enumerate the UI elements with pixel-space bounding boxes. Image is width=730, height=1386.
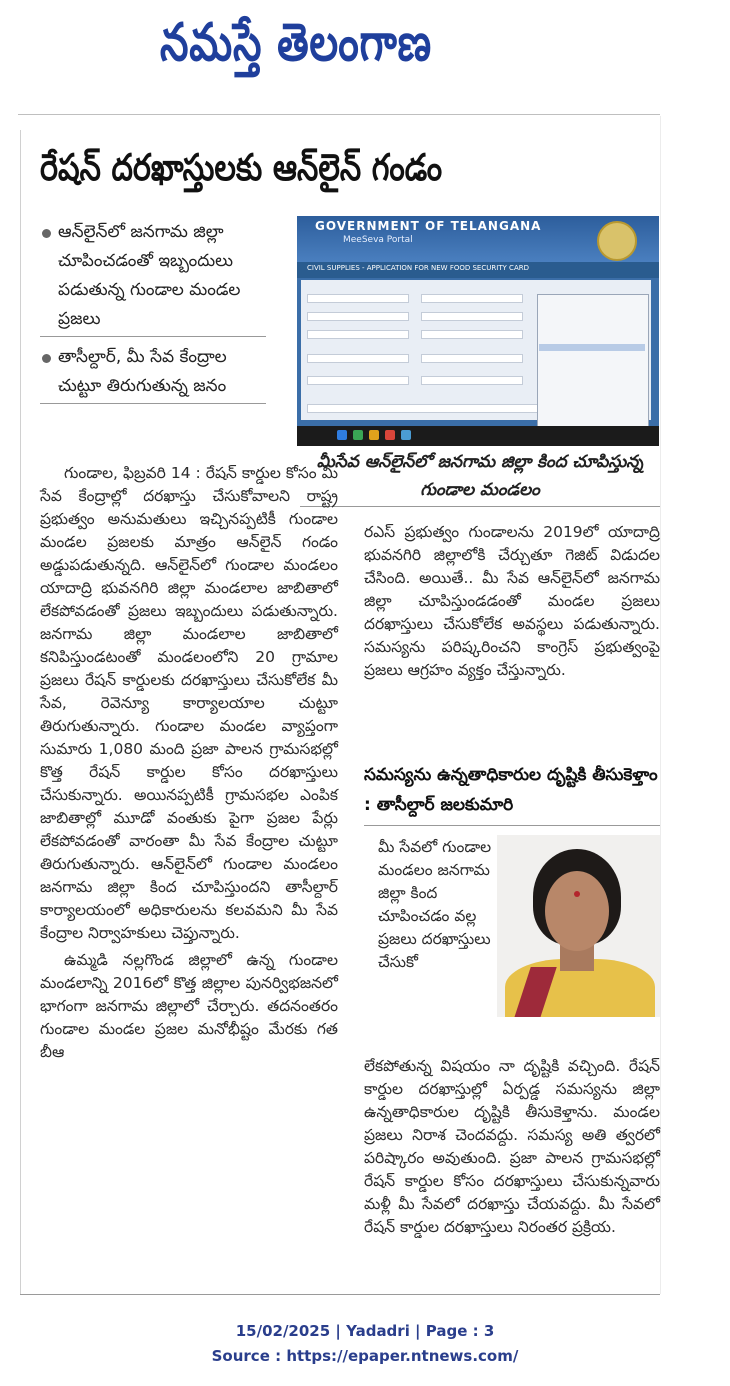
article-column-narrow (378, 836, 494, 974)
masthead-logo: నమస్తే తెలంగాణ (160, 12, 432, 73)
divider (20, 1294, 660, 1295)
photo-dropdown-selected (539, 344, 645, 351)
photo-form-field (307, 376, 409, 385)
bullet-text: తాసీల్దార్, మీ సేవ కేంద్రాల చుట్టూ తిరుగుతున్న జనం (58, 347, 227, 396)
photo-form-field (307, 312, 409, 321)
article-paragraph: ఉమ్మడి నల్లగొండ జిల్లాలో ఉన్న గుండాల మండలాన్ని 2016లో కొత్త జిల్లాల పునర్విభజనలో భాగంగా జనగామ జిల్లాలో చేర్చారు. తదనంతరం గుండాల మండల ప్రజల మనోభీష్టం మేరకు గత బీఆ (40, 951, 338, 1061)
photo-form (301, 280, 651, 420)
bullet-icon (42, 354, 51, 363)
taskbar-icon (385, 430, 395, 440)
photo-form-field (421, 330, 523, 339)
seal-icon (597, 221, 637, 261)
quote-subheading: సమస్యను ఉన్నతాధికారుల దృష్టికి తీసుకెళ్తాం : తాసీల్దార్ జలకుమారి (364, 765, 658, 815)
bullet-icon (42, 229, 51, 238)
photo-form-field (307, 330, 409, 339)
photo-form-field (421, 376, 523, 385)
divider (40, 336, 266, 337)
portrait-bindi (574, 891, 580, 897)
divider (40, 403, 266, 404)
photo-gov-text: GOVERNMENT OF TELANGANA (315, 219, 542, 233)
taskbar-icon (337, 430, 347, 440)
article-paragraph: గుండాల, ఫిబ్రవరి 14 : రేషన్ కార్డుల కోసం మీ సేవ కేంద్రాల్లో దరఖాస్తు చేసుకోవాలని రాష్ట్ర ప్రభుత్వం అనుమతులు ఇచ్చినప్పటికీ గుండాల మండల ప్రజలకు మాత్రం ఆన్‌లైన్ గండం అడ్డుపడుతున్నది. ఆన్‌లైన్‌లో గుండాల మండలం యాదాద్రి భువనగిరి జిల్లా మండలాల జాబితాలో లేకపోవడంతో ప్రజలు ఇబ్బందులు పడుతున్నారు. జనగామ జిల్లా మండలాల జాబితాలో కనిపిస్తుండటంతో మండలంలోని 20 గ్రామాల ప్రజలు రేషన్ కార్డులకు దరఖాస్తులు చేసుకోలేక మీ సేవ, రెవెన్యూ కార్యాలయాల చుట్టూ తిరుగుతున్నారు. గుండాల మండల వ్యాప్తంగా సుమారు 1,080 మంది ప్రజా పాలన గ్రామసభల్లో కొత్త రేషన్ కార్డుల కోసం దరఖాస్తులు చేసుకున్నారు. అయినప్పటికీ గ్రామసభల ఎంపిక జాబితాల్లో మూడో వంతుకు పైగా ప్రజల పేర్లు లేకపోవడంతో వారంతా మీ సేవ కేంద్రాల చుట్టూ తిరుగుతున్నారు. ఆన్‌లైన్‌లో గుండాల మండలం జనగామ జిల్లా కింద చూపిస్తుందని తాసీల్దార్ కార్యాలయంలో అధికారులను కలవమని మీ సేవ కేంద్రాల నిర్వాహకులు చెప్తున్నారు. (40, 464, 338, 942)
bullet-item (40, 343, 266, 401)
article-paragraph: లేకపోతున్న విషయం నా దృష్టికి వచ్చింది. రేషన్ కార్డుల దరఖాస్తుల్లో ఏర్పడ్డ సమస్యను జిల్లా ఉన్నతాధికారుల దృష్టికి తీసుకెళ్తాను. మండల ప్రజలు నిరాశ చెందవద్దు. సమస్య అతి త్వరలో పరిష్కారం అవుతుంది. ప్రజా పాలన గ్రామసభల్లో రేషన్ కార్డుల కోసం దరఖాస్తులు చేసుకున్నవారు మళ్లీ మీ సేవలో దరఖాస్తు చేయవద్దు. మీ సేవలో రేషన్ కార్డుల దరఖాస్తులు నిరంతర ప్రక్రియ. (364, 1057, 660, 1236)
photo-form-field (421, 312, 523, 321)
article-paragraph: రఎస్ ప్రభుత్వం గుండాలను 2019లో యాదాద్రి భువనగిరి జిల్లాలోకి చేర్చుతూ గెజిట్ విడుదల చేసింది. అయితే.. మీ సేవ ఆన్‌లైన్‌లో జనగామ జిల్లా చూపిస్తుండడంతో మండల ప్రజలు దరఖాస్తులు చేసుకోలేక అవస్థలు పడుతున్నారు. సమస్యను పరిష్కరించని కాంగ్రెస్ ప్రభుత్వంపై ప్రజలు ఆగ్రహం వ్యక్తం చేస్తున్నారు. (364, 523, 660, 679)
article-column-right (364, 521, 660, 682)
taskbar-icon (369, 430, 379, 440)
highlight-bullets (40, 218, 266, 410)
article-column-right-bottom (364, 1055, 660, 1239)
photo-form-field (421, 354, 523, 363)
article-headline: రేషన్ దరఖాస్తులకు ఆన్‌లైన్ గండం (40, 146, 443, 189)
taskbar-icon (353, 430, 363, 440)
divider (660, 116, 661, 1294)
footer-date-edition: 15/02/2025 | Yadadri | Page : 3 (235, 1322, 495, 1340)
photo-form-field (307, 294, 409, 303)
article-paragraph: మీ సేవలో గుండాల మండలం జనగామ జిల్లా కింద చూపించడం వల్ల ప్రజలు దరఖాస్తులు చేసుకో (378, 838, 492, 971)
bullet-item (40, 218, 266, 334)
photo-caption: మీసేవ ఆన్‌లైన్‌లో జనగామ జిల్లా కింద చూపిస్తున్న గుండాల మండలం (300, 448, 660, 507)
divider (18, 114, 660, 115)
photo-form-title: CIVIL SUPPLIES - APPLICATION FOR NEW FOOD SECURITY CARD (307, 264, 529, 272)
photo-form-field (421, 294, 523, 303)
article-column-left (40, 462, 338, 1064)
portrait-face (545, 871, 609, 951)
meeseva-screenshot-photo (297, 216, 659, 446)
divider (364, 825, 660, 826)
photo-portal-text: MeeSeva Portal (343, 235, 413, 245)
photo-taskbar (297, 426, 659, 446)
footer-source: Source : https://epaper.ntnews.com/ (211, 1347, 519, 1365)
divider (20, 130, 21, 1295)
tahsildar-portrait-photo (497, 835, 660, 1017)
bullet-text: ఆన్‌లైన్‌లో జనగామ జిల్లా చూపించడంతో ఇబ్బందులు పడుతున్న గుండాల మండల ప్రజలు (58, 222, 241, 329)
photo-dropdown-list (537, 294, 649, 446)
taskbar-icon (401, 430, 411, 440)
photo-form-field (307, 354, 409, 363)
